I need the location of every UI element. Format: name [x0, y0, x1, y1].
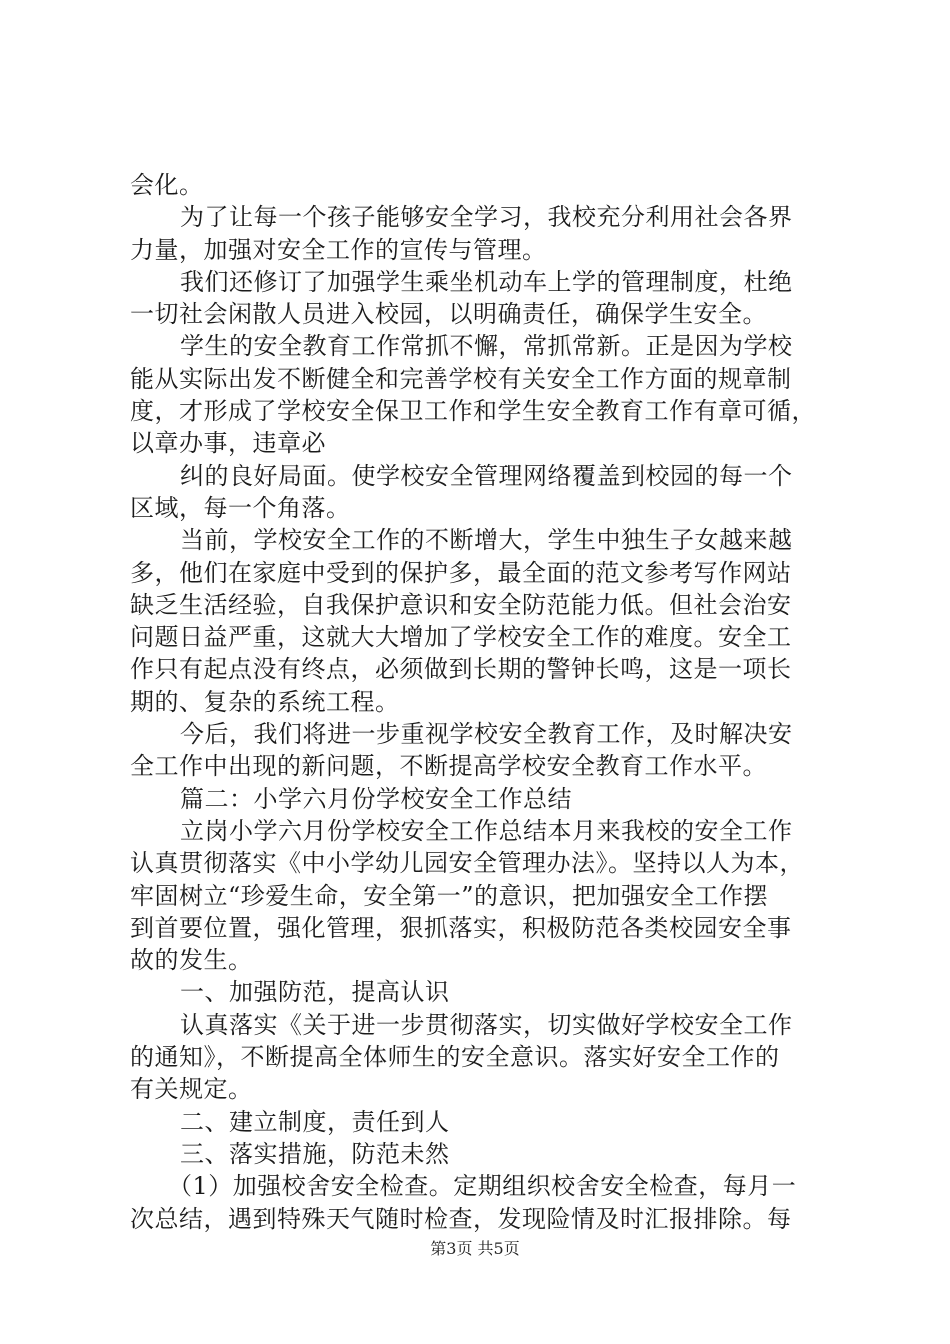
text-line: （1）加强校舍安全检查。定期组织校舍安全检查，每月一: [168, 1172, 797, 1201]
text-line: 多，他们在家庭中受到的保护多，最全面的范文参考写作网站: [130, 558, 792, 587]
text-line: 认真落实《关于进一步贯彻落实，切实做好学校安全工作: [180, 1010, 793, 1039]
text-line: 有关规定。: [130, 1075, 253, 1104]
text-line: 以章办事，违章必: [130, 429, 326, 458]
text-line: 认真贯彻落实《中小学幼儿园安全管理办法》。坚持以人为本，: [130, 849, 804, 878]
section-heading: 三、落实措施，防范未然: [180, 1139, 450, 1168]
text-line: 作只有起点没有终点，必须做到长期的警钟长鸣，这是一项长: [130, 655, 792, 684]
text-line: 到首要位置，强化管理，狠抓落实，积极防范各类校园安全事: [130, 913, 792, 942]
text-line: 度，才形成了学校安全保卫工作和学生安全教育工作有章可循，: [130, 397, 816, 426]
text-line: 为了让每一个孩子能够安全学习，我校充分利用社会各界: [180, 203, 793, 232]
text-line: 力量，加强对安全工作的宣传与管理。: [130, 235, 547, 264]
text-line: 缺乏生活经验，自我保护意识和安全防范能力低。但社会治安: [130, 590, 792, 619]
text-line: 学生的安全教育工作常抓不懈，常抓常新。正是因为学校: [180, 332, 793, 361]
page-number: 第3页 共5页: [430, 1239, 520, 1258]
text-line: 次总结，遇到特殊天气随时检查，发现险情及时汇报排除。每: [130, 1204, 792, 1233]
text-line: 期的、复杂的系统工程。: [130, 687, 400, 716]
section-heading: 篇二：小学六月份学校安全工作总结: [180, 784, 572, 813]
text-line: 的通知》，不断提高全体师生的安全意识。落实好安全工作的: [130, 1043, 780, 1072]
text-line: 区域，每一个角落。: [130, 493, 351, 522]
text-line: 牢固树立“珍爱生命，安全第一”的意识，把加强安全工作摆: [130, 881, 769, 910]
text-line: 会化。: [130, 171, 204, 199]
text-line: 当前，学校安全工作的不断增大，学生中独生子女越来越: [180, 526, 793, 555]
text-line: 问题日益严重，这就大大增加了学校安全工作的难度。安全工: [130, 623, 792, 652]
section-heading: 二、建立制度，责任到人: [180, 1107, 450, 1136]
text-line: 能从实际出发不断健全和完善学校有关安全工作方面的规章制: [130, 364, 792, 393]
text-line: 立岗小学六月份学校安全工作总结本月来我校的安全工作: [180, 816, 793, 845]
section-heading: 一、加强防范，提高认识: [180, 978, 450, 1007]
text-line: 我们还修订了加强学生乘坐机动车上学的管理制度，杜绝: [180, 267, 793, 296]
document-body: [130, 169, 830, 1235]
text-line: 一切社会闲散人员进入校园，以明确责任，确保学生安全。: [130, 300, 767, 329]
text-line: 今后，我们将进一步重视学校安全教育工作，及时解决安: [180, 720, 793, 749]
text-line: 纠的良好局面。使学校安全管理网络覆盖到校园的每一个: [180, 461, 793, 490]
text-line: 故的发生。: [130, 946, 253, 975]
text-line: 全工作中出现的新问题，不断提高学校安全教育工作水平。: [130, 752, 767, 781]
